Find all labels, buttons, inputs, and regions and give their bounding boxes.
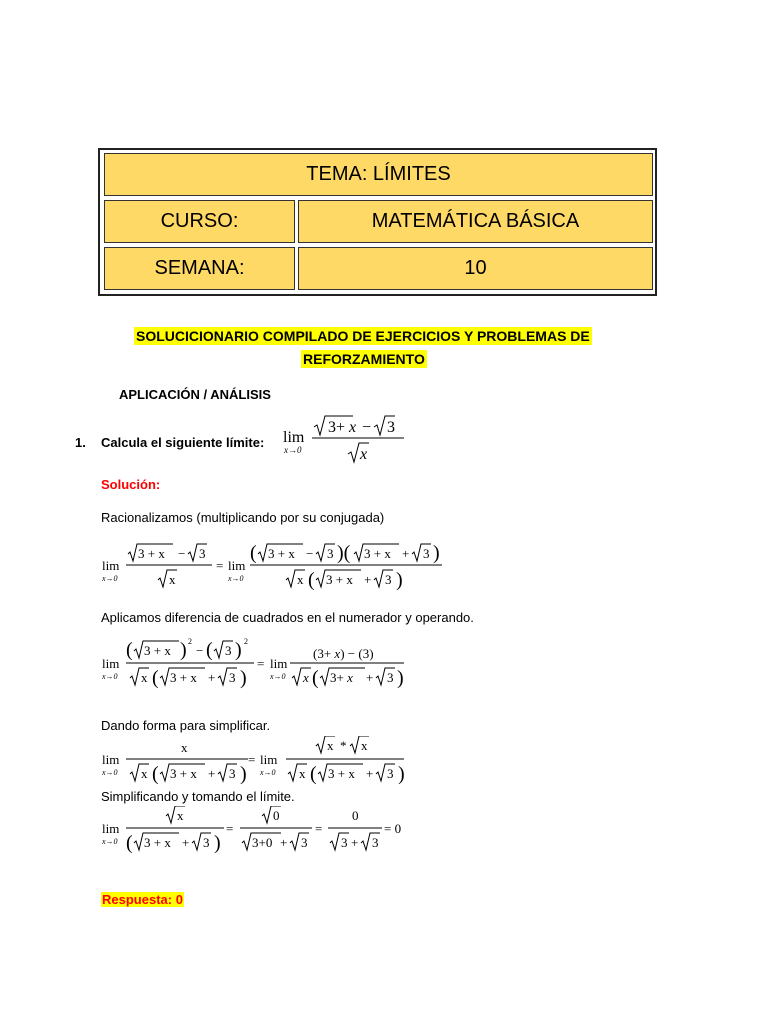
answer: Respuesta: 0 [102, 892, 183, 907]
section-heading: APLICACIÓN / ANÁLISIS [119, 387, 271, 402]
document-title-line-2: REFORZAMIENTO [303, 351, 425, 367]
step-3-equation [100, 736, 410, 786]
svg-text:+: + [351, 835, 359, 850]
svg-text:lim: lim [270, 656, 288, 671]
svg-text:(: ( [206, 639, 213, 661]
svg-text:): ) [433, 542, 440, 564]
svg-text:x: x [181, 740, 188, 755]
svg-text:=: = [216, 558, 224, 573]
svg-text:x→0: x→0 [228, 574, 244, 583]
svg-text:3: 3 [301, 835, 308, 850]
svg-text:= 0: = 0 [384, 821, 402, 836]
svg-text:3: 3 [387, 419, 395, 436]
svg-text:+: + [182, 835, 190, 850]
problem-number: 1. [75, 435, 86, 450]
svg-text:x: x [169, 572, 176, 587]
svg-text:3 + x: 3 + x [328, 766, 355, 781]
svg-text:=: = [257, 656, 265, 671]
svg-text:3: 3 [387, 670, 394, 685]
svg-text:+: + [366, 670, 374, 685]
svg-text:3: 3 [372, 835, 379, 850]
svg-text:): ) [240, 763, 247, 785]
svg-text:=: = [248, 752, 256, 767]
svg-text:)(: )( [337, 542, 351, 564]
svg-text:lim: lim [102, 656, 120, 671]
svg-text:+: + [366, 766, 374, 781]
svg-text:x: x [141, 766, 148, 781]
svg-text:(: ( [308, 569, 315, 591]
problem-statement: Calcula el siguiente límite: [101, 435, 265, 450]
svg-text:−: − [306, 546, 314, 561]
svg-text:x→0: x→0 [270, 672, 286, 681]
svg-text:+: + [364, 572, 372, 587]
week-value: 10 [298, 247, 653, 290]
course-value: MATEMÁTICA BÁSICA [298, 200, 653, 243]
svg-text:+: + [208, 766, 216, 781]
svg-text:(: ( [152, 763, 159, 785]
svg-text:x→0: x→0 [102, 672, 118, 681]
svg-text:lim: lim [283, 429, 305, 446]
svg-text:3+ x: 3+ x [328, 419, 357, 436]
svg-text:−: − [362, 419, 372, 436]
svg-text:(: ( [250, 542, 257, 564]
problem-limit-formula [280, 412, 420, 464]
week-label: SEMANA: [104, 247, 295, 290]
svg-text:+: + [280, 835, 288, 850]
svg-text:): ) [398, 763, 405, 785]
svg-text:+: + [208, 670, 216, 685]
svg-text:): ) [235, 639, 242, 661]
svg-text:x→0: x→0 [284, 445, 302, 455]
svg-text:3: 3 [203, 835, 210, 850]
svg-text:): ) [396, 569, 403, 591]
svg-text:lim: lim [102, 752, 120, 767]
svg-text:(3+ x) − (3): (3+ x) − (3) [313, 646, 374, 661]
svg-text:(: ( [312, 667, 319, 689]
svg-text:x: x [361, 738, 368, 753]
svg-text:x: x [141, 670, 148, 685]
svg-text:3: 3 [327, 546, 334, 561]
step-4-equation [100, 806, 420, 856]
svg-text:3: 3 [229, 766, 236, 781]
svg-text:3: 3 [387, 766, 394, 781]
svg-text:(: ( [152, 667, 159, 689]
svg-text:(: ( [126, 639, 133, 661]
header-table [98, 148, 657, 296]
svg-text:x: x [327, 738, 334, 753]
svg-text:x→0: x→0 [102, 574, 118, 583]
step-2-equation [100, 636, 410, 694]
svg-text:x: x [297, 572, 304, 587]
svg-text:3 + x: 3 + x [326, 572, 353, 587]
svg-text:x: x [360, 446, 368, 463]
svg-text:*: * [340, 738, 347, 753]
solution-label: Solución: [101, 477, 161, 492]
svg-text:2: 2 [244, 637, 248, 646]
svg-text:x→0: x→0 [102, 837, 118, 846]
svg-text:x: x [303, 670, 309, 685]
step-4-text: Simplificando y tomando el límite. [101, 789, 295, 804]
step-2-text: Aplicamos diferencia de cuadrados en el numerador y operando. [101, 610, 474, 625]
svg-text:): ) [214, 832, 221, 854]
svg-text:x: x [177, 808, 184, 823]
svg-text:=: = [315, 821, 323, 836]
step-1-equation [100, 540, 445, 595]
svg-text:(: ( [126, 832, 133, 854]
svg-text:(: ( [310, 763, 317, 785]
svg-text:): ) [240, 667, 247, 689]
svg-text:3 + x: 3 + x [364, 546, 391, 561]
svg-text:=: = [226, 821, 234, 836]
svg-text:−: − [178, 546, 186, 561]
svg-text:): ) [180, 639, 187, 661]
svg-text:): ) [397, 667, 404, 689]
svg-text:3: 3 [341, 835, 348, 850]
svg-text:3: 3 [229, 670, 236, 685]
document-title-line-1: SOLUCICIONARIO COMPILADO DE EJERCICIOS Y PROBLEMAS DE [136, 328, 590, 344]
step-3-text: Dando forma para simplificar. [101, 718, 271, 733]
svg-text:3: 3 [199, 546, 206, 561]
svg-text:x→0: x→0 [260, 768, 276, 777]
svg-text:2: 2 [188, 637, 192, 646]
svg-text:−: − [196, 643, 204, 658]
svg-text:3+ x: 3+ x [330, 670, 353, 685]
svg-text:3: 3 [423, 546, 430, 561]
svg-text:3 + x: 3 + x [170, 670, 197, 685]
svg-text:0: 0 [273, 808, 280, 823]
svg-text:lim: lim [102, 558, 120, 573]
svg-text:3 + x: 3 + x [268, 546, 295, 561]
course-label: CURSO: [104, 200, 295, 243]
svg-text:3 + x: 3 + x [170, 766, 197, 781]
svg-text:3: 3 [225, 643, 232, 658]
svg-text:3 + x: 3 + x [144, 643, 171, 658]
svg-text:lim: lim [260, 752, 278, 767]
svg-text:x: x [299, 766, 306, 781]
svg-text:lim: lim [228, 558, 246, 573]
svg-text:3+0: 3+0 [252, 835, 273, 850]
svg-text:3 + x: 3 + x [138, 546, 165, 561]
svg-text:3: 3 [385, 572, 392, 587]
step-1-text: Racionalizamos (multiplicando por su conjugada) [101, 510, 385, 525]
svg-text:x→0: x→0 [102, 768, 118, 777]
svg-text:3 + x: 3 + x [144, 835, 171, 850]
svg-text:0: 0 [352, 808, 359, 823]
svg-text:lim: lim [102, 821, 120, 836]
topic-cell: TEMA: LÍMITES [104, 153, 653, 196]
svg-text:+: + [402, 546, 410, 561]
